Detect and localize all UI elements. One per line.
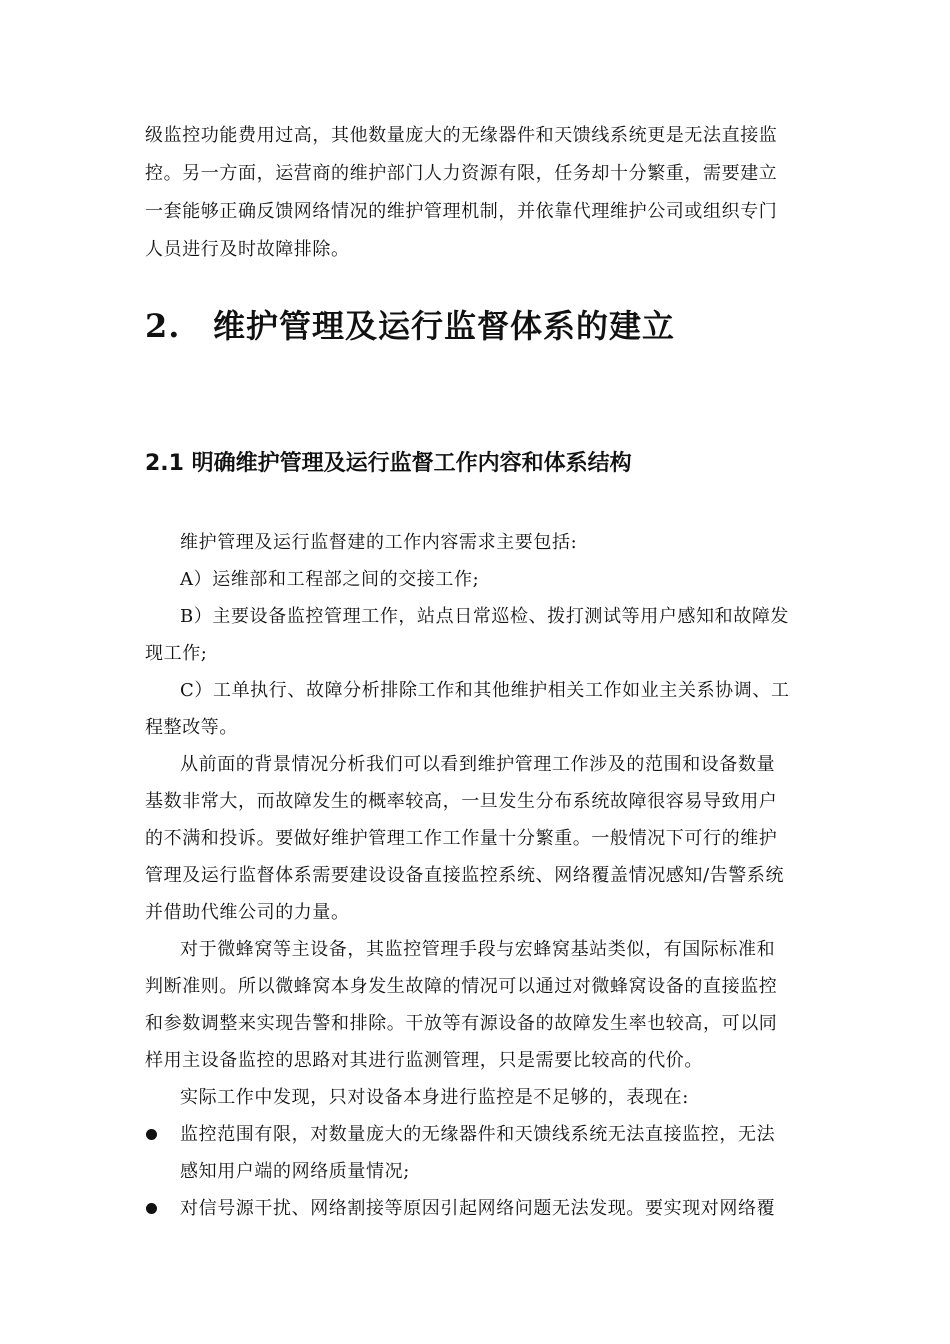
body-line-5: C）工单执行、故障分析排除工作和其他维护相关工作如业主关系协调、工 [180, 680, 790, 701]
intro-line-1: 级监控功能费用过高，其他数量庞大的无缘器件和天馈线系统更是无法直接监 [145, 125, 778, 146]
subsection-heading: 2.1 明确维护管理及运行监督工作内容和体系结构 [145, 451, 632, 476]
intro-line-2: 控。另一方面，运营商的维护部门人力资源有限，任务却十分繁重，需要建立 [145, 163, 778, 184]
section-title: 维护管理及运行监督体系的建立 [213, 307, 676, 345]
bullet-icon [146, 1129, 157, 1140]
body-line-9: 的不满和投诉。要做好维护管理工作工作量十分繁重。一般情况下可行的维护 [145, 828, 778, 849]
intro-line-4: 人员进行及时故障排除。 [145, 239, 350, 260]
bullet-icon [146, 1203, 157, 1214]
body-line-7: 从前面的背景情况分析我们可以看到维护管理工作涉及的范围和设备数量 [180, 754, 776, 775]
body-line-10: 管理及运行监督体系需要建设设备直接监控系统、网络覆盖情况感知/告警系统 [145, 865, 785, 886]
body-line-4: 现工作; [145, 643, 208, 664]
section-heading [145, 306, 675, 346]
section-number: 2. [145, 307, 181, 345]
body-line-16: 实际工作中发现，只对设备本身进行监控是不足够的，表现在: [180, 1087, 689, 1108]
body-line-14: 和参数调整来实现告警和排除。干放等有源设备的故障发生率也较高，可以同 [145, 1013, 778, 1034]
body-line-12: 对于微蜂窝等主设备，其监控管理手段与宏蜂窝基站类似，有国际标准和 [180, 939, 776, 960]
bullet-line-3: 对信号源干扰、网络割接等原因引起网络问题无法发现。要实现对网络覆 [180, 1198, 776, 1219]
bullet-line-1: 监控范围有限，对数量庞大的无缘器件和天馈线系统无法直接监控，无法 [180, 1124, 776, 1145]
body-line-15: 样用主设备监控的思路对其进行监测管理，只是需要比较高的代价。 [145, 1050, 703, 1071]
bullet-line-2: 感知用户端的网络质量情况; [180, 1161, 410, 1182]
body-line-8: 基数非常大，而故障发生的概率较高，一旦发生分布系统故障很容易导致用户 [145, 791, 778, 812]
body-line-11: 并借助代维公司的力量。 [145, 902, 350, 923]
body-line-3: B）主要设备监控管理工作，站点日常巡检、拨打测试等用户感知和故障发 [180, 606, 790, 627]
body-line-6: 程整改等。 [145, 717, 238, 738]
body-line-13: 判断准则。所以微蜂窝本身发生故障的情况可以通过对微蜂窝设备的直接监控 [145, 976, 778, 997]
body-line-2: A）运维部和工程部之间的交接工作; [180, 569, 480, 590]
body-line-1: 维护管理及运行监督建的工作内容需求主要包括: [180, 532, 578, 553]
intro-line-3: 一套能够正确反馈网络情况的维护管理机制，并依靠代理维护公司或组织专门 [145, 201, 778, 222]
